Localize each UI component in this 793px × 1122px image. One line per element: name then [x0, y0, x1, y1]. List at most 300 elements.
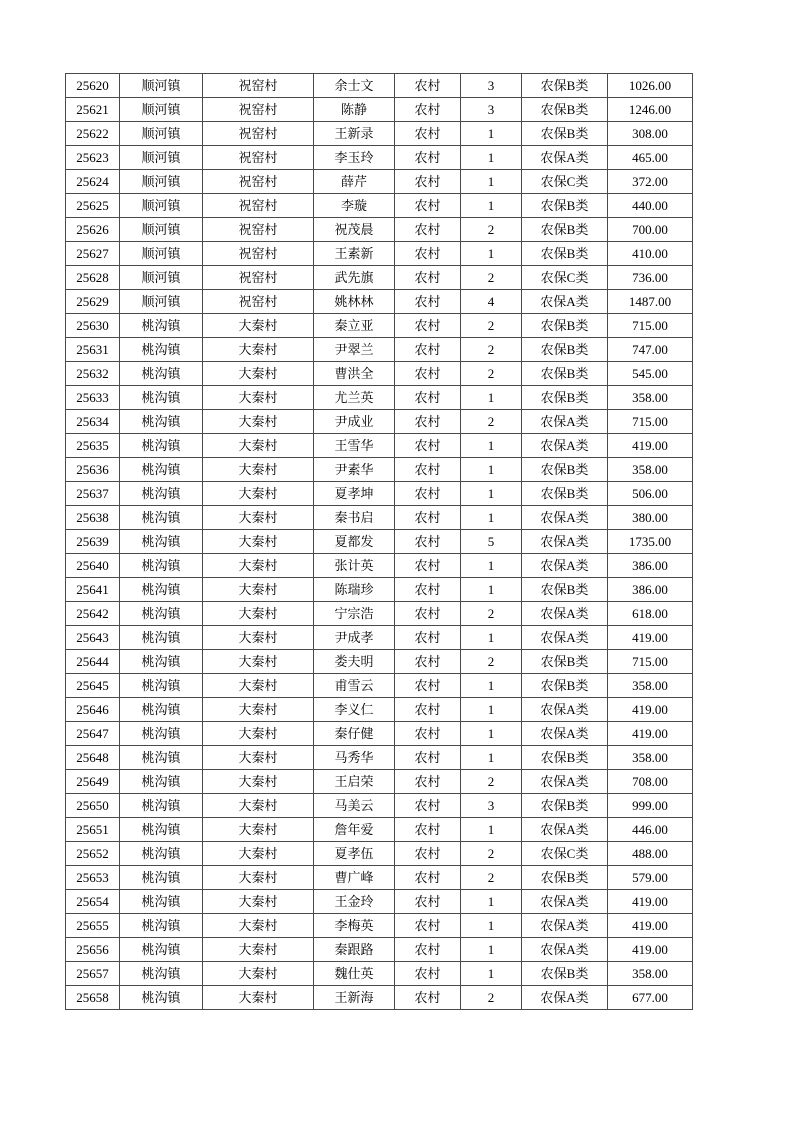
table-row — [66, 866, 693, 890]
table-cell: 1487.00 — [608, 290, 693, 314]
table-cell: 农保B类 — [522, 74, 608, 98]
table-cell: 余士文 — [314, 74, 395, 98]
table-cell: 王金玲 — [314, 890, 395, 914]
table-cell: 农保A类 — [522, 890, 608, 914]
table-cell: 大秦村 — [203, 866, 314, 890]
table-cell: 1 — [461, 146, 522, 170]
table-cell: 农保C类 — [522, 266, 608, 290]
table-cell: 736.00 — [608, 266, 693, 290]
table-cell: 顺河镇 — [120, 266, 203, 290]
table-row — [66, 386, 693, 410]
table-cell: 农保A类 — [522, 530, 608, 554]
table-cell: 桃沟镇 — [120, 890, 203, 914]
table-cell: 魏仕英 — [314, 962, 395, 986]
table-cell: 甫雪云 — [314, 674, 395, 698]
table-cell: 农村 — [395, 242, 461, 266]
table-cell: 李梅英 — [314, 914, 395, 938]
table-cell: 祝窑村 — [203, 170, 314, 194]
table-row — [66, 434, 693, 458]
table-row — [66, 122, 693, 146]
table-cell: 农保A类 — [522, 434, 608, 458]
table-cell: 农保B类 — [522, 794, 608, 818]
table-cell: 桃沟镇 — [120, 674, 203, 698]
table-cell: 顺河镇 — [120, 122, 203, 146]
table-cell: 农保B类 — [522, 578, 608, 602]
table-cell: 25647 — [66, 722, 120, 746]
table-cell: 大秦村 — [203, 746, 314, 770]
table-cell: 25631 — [66, 338, 120, 362]
table-cell: 358.00 — [608, 746, 693, 770]
table-cell: 武先旗 — [314, 266, 395, 290]
table-cell: 2 — [461, 770, 522, 794]
table-cell: 410.00 — [608, 242, 693, 266]
table-cell: 农村 — [395, 290, 461, 314]
table-cell: 25629 — [66, 290, 120, 314]
table-cell: 3 — [461, 98, 522, 122]
table-cell: 农村 — [395, 938, 461, 962]
table-cell: 祝窑村 — [203, 194, 314, 218]
table-cell: 桃沟镇 — [120, 698, 203, 722]
table-cell: 祝窑村 — [203, 290, 314, 314]
table-cell: 农保A类 — [522, 506, 608, 530]
table-cell: 尤兰英 — [314, 386, 395, 410]
table-cell: 农保B类 — [522, 386, 608, 410]
table-cell: 大秦村 — [203, 890, 314, 914]
table-cell: 陈瑞珍 — [314, 578, 395, 602]
table-cell: 1 — [461, 554, 522, 578]
table-cell: 秦立亚 — [314, 314, 395, 338]
table-cell: 618.00 — [608, 602, 693, 626]
table-row — [66, 698, 693, 722]
table-cell: 尹素华 — [314, 458, 395, 482]
table-cell: 大秦村 — [203, 482, 314, 506]
table-cell: 506.00 — [608, 482, 693, 506]
table-cell: 农村 — [395, 122, 461, 146]
table-cell: 祝窑村 — [203, 74, 314, 98]
table-cell: 25646 — [66, 698, 120, 722]
table-cell: 25640 — [66, 554, 120, 578]
table-cell: 农保B类 — [522, 650, 608, 674]
table-cell: 农村 — [395, 458, 461, 482]
table-cell: 祝窑村 — [203, 122, 314, 146]
table-cell: 李义仁 — [314, 698, 395, 722]
table-cell: 25652 — [66, 842, 120, 866]
table-cell: 419.00 — [608, 914, 693, 938]
table-cell: 农村 — [395, 362, 461, 386]
table-cell: 夏孝坤 — [314, 482, 395, 506]
table-cell: 王素新 — [314, 242, 395, 266]
table-cell: 25657 — [66, 962, 120, 986]
table-cell: 祝窑村 — [203, 98, 314, 122]
table-row — [66, 74, 693, 98]
table-cell: 秦书启 — [314, 506, 395, 530]
table-cell: 大秦村 — [203, 794, 314, 818]
table-cell: 农村 — [395, 170, 461, 194]
table-cell: 大秦村 — [203, 578, 314, 602]
table-cell: 大秦村 — [203, 986, 314, 1010]
table-cell: 358.00 — [608, 674, 693, 698]
table-cell: 715.00 — [608, 410, 693, 434]
table-cell: 尹翠兰 — [314, 338, 395, 362]
table-cell: 桃沟镇 — [120, 650, 203, 674]
table-row — [66, 722, 693, 746]
table-cell: 农村 — [395, 482, 461, 506]
table-cell: 农保B类 — [522, 362, 608, 386]
table-cell: 25632 — [66, 362, 120, 386]
table-cell: 农村 — [395, 74, 461, 98]
table-cell: 农保A类 — [522, 722, 608, 746]
table-cell: 祝窑村 — [203, 218, 314, 242]
table-cell: 25645 — [66, 674, 120, 698]
table-cell: 桃沟镇 — [120, 602, 203, 626]
table-cell: 大秦村 — [203, 602, 314, 626]
table-row — [66, 482, 693, 506]
table-cell: 308.00 — [608, 122, 693, 146]
table-cell: 农保A类 — [522, 914, 608, 938]
table-cell: 桃沟镇 — [120, 554, 203, 578]
table-cell: 秦跟路 — [314, 938, 395, 962]
table-cell: 夏都发 — [314, 530, 395, 554]
table-cell: 顺河镇 — [120, 74, 203, 98]
table-row — [66, 194, 693, 218]
table-cell: 1 — [461, 818, 522, 842]
table-cell: 农保B类 — [522, 674, 608, 698]
table-body — [66, 74, 693, 1010]
table-cell: 700.00 — [608, 218, 693, 242]
table-cell: 桃沟镇 — [120, 842, 203, 866]
table-cell: 2 — [461, 650, 522, 674]
table-cell: 桃沟镇 — [120, 338, 203, 362]
table-cell: 农村 — [395, 626, 461, 650]
table-cell: 380.00 — [608, 506, 693, 530]
table-row — [66, 410, 693, 434]
table-cell: 677.00 — [608, 986, 693, 1010]
table-cell: 农村 — [395, 722, 461, 746]
table-cell: 农村 — [395, 578, 461, 602]
table-cell: 747.00 — [608, 338, 693, 362]
table-cell: 桃沟镇 — [120, 578, 203, 602]
table-cell: 农保C类 — [522, 842, 608, 866]
table-cell: 农村 — [395, 890, 461, 914]
table-cell: 农保B类 — [522, 866, 608, 890]
table-cell: 25626 — [66, 218, 120, 242]
table-cell: 农村 — [395, 266, 461, 290]
table-cell: 农保A类 — [522, 554, 608, 578]
table-cell: 农村 — [395, 554, 461, 578]
table-cell: 1 — [461, 722, 522, 746]
table-cell: 桃沟镇 — [120, 866, 203, 890]
table-cell: 2 — [461, 314, 522, 338]
table-row — [66, 266, 693, 290]
table-cell: 王启荣 — [314, 770, 395, 794]
table-cell: 1026.00 — [608, 74, 693, 98]
table-cell: 顺河镇 — [120, 290, 203, 314]
table-cell: 386.00 — [608, 578, 693, 602]
table-cell: 3 — [461, 794, 522, 818]
table-cell: 2 — [461, 602, 522, 626]
table-cell: 李璇 — [314, 194, 395, 218]
table-cell: 25655 — [66, 914, 120, 938]
table-cell: 张计英 — [314, 554, 395, 578]
table-cell: 祝茂晨 — [314, 218, 395, 242]
table-cell: 25638 — [66, 506, 120, 530]
table-cell: 桃沟镇 — [120, 986, 203, 1010]
table-cell: 王新录 — [314, 122, 395, 146]
table-cell: 545.00 — [608, 362, 693, 386]
table-cell: 1 — [461, 746, 522, 770]
table-cell: 农村 — [395, 842, 461, 866]
table-cell: 4 — [461, 290, 522, 314]
table-cell: 大秦村 — [203, 770, 314, 794]
table-cell: 2 — [461, 866, 522, 890]
table-cell: 25641 — [66, 578, 120, 602]
table-row — [66, 650, 693, 674]
table-cell: 尹成业 — [314, 410, 395, 434]
table-cell: 农保B类 — [522, 962, 608, 986]
table-cell: 农保B类 — [522, 458, 608, 482]
table-cell: 715.00 — [608, 314, 693, 338]
table-cell: 2 — [461, 842, 522, 866]
table-cell: 农保A类 — [522, 146, 608, 170]
table-cell: 419.00 — [608, 938, 693, 962]
table-cell: 大秦村 — [203, 434, 314, 458]
table-cell: 农保A类 — [522, 770, 608, 794]
table-cell: 大秦村 — [203, 674, 314, 698]
table-cell: 1 — [461, 890, 522, 914]
table-cell: 1 — [461, 674, 522, 698]
table-cell: 桃沟镇 — [120, 458, 203, 482]
table-cell: 夏孝伍 — [314, 842, 395, 866]
table-cell: 农保B类 — [522, 746, 608, 770]
table-cell: 农村 — [395, 194, 461, 218]
table-cell: 25623 — [66, 146, 120, 170]
table-cell: 2 — [461, 338, 522, 362]
table-cell: 农村 — [395, 218, 461, 242]
benefit-table — [65, 73, 693, 1010]
table-cell: 曹广峰 — [314, 866, 395, 890]
table-row — [66, 914, 693, 938]
table-cell: 农村 — [395, 314, 461, 338]
table-cell: 顺河镇 — [120, 194, 203, 218]
table-cell: 579.00 — [608, 866, 693, 890]
table-cell: 祝窑村 — [203, 266, 314, 290]
table-cell: 农村 — [395, 602, 461, 626]
table-cell: 999.00 — [608, 794, 693, 818]
table-row — [66, 314, 693, 338]
table-cell: 1 — [461, 242, 522, 266]
table-row — [66, 842, 693, 866]
table-cell: 25649 — [66, 770, 120, 794]
table-cell: 桃沟镇 — [120, 482, 203, 506]
table-cell: 桃沟镇 — [120, 818, 203, 842]
table-cell: 桃沟镇 — [120, 530, 203, 554]
table-cell: 大秦村 — [203, 386, 314, 410]
table-cell: 农村 — [395, 962, 461, 986]
table-cell: 465.00 — [608, 146, 693, 170]
table-cell: 25621 — [66, 98, 120, 122]
table-cell: 2 — [461, 266, 522, 290]
table-cell: 农保A类 — [522, 938, 608, 962]
table-cell: 桃沟镇 — [120, 314, 203, 338]
table-cell: 农村 — [395, 818, 461, 842]
table-cell: 25636 — [66, 458, 120, 482]
table-cell: 大秦村 — [203, 650, 314, 674]
table-cell: 372.00 — [608, 170, 693, 194]
table-cell: 25637 — [66, 482, 120, 506]
table-cell: 1 — [461, 434, 522, 458]
table-cell: 25628 — [66, 266, 120, 290]
table-cell: 农村 — [395, 986, 461, 1010]
table-cell: 419.00 — [608, 890, 693, 914]
table-cell: 25630 — [66, 314, 120, 338]
table-cell: 419.00 — [608, 698, 693, 722]
table-cell: 25644 — [66, 650, 120, 674]
table-cell: 农村 — [395, 434, 461, 458]
table-cell: 25651 — [66, 818, 120, 842]
table-cell: 宁宗浩 — [314, 602, 395, 626]
table-cell: 大秦村 — [203, 842, 314, 866]
table-cell: 薛芹 — [314, 170, 395, 194]
table-cell: 5 — [461, 530, 522, 554]
table-cell: 农保A类 — [522, 602, 608, 626]
table-cell: 2 — [461, 410, 522, 434]
table-cell: 顺河镇 — [120, 242, 203, 266]
table-cell: 尹成孝 — [314, 626, 395, 650]
table-cell: 农村 — [395, 770, 461, 794]
table-cell: 马美云 — [314, 794, 395, 818]
table-cell: 李玉玲 — [314, 146, 395, 170]
table-row — [66, 290, 693, 314]
table-cell: 陈静 — [314, 98, 395, 122]
table-cell: 1735.00 — [608, 530, 693, 554]
table-cell: 大秦村 — [203, 698, 314, 722]
table-row — [66, 938, 693, 962]
table-row — [66, 602, 693, 626]
table-cell: 大秦村 — [203, 338, 314, 362]
table-cell: 358.00 — [608, 962, 693, 986]
table-row — [66, 218, 693, 242]
table-cell: 农保A类 — [522, 818, 608, 842]
table-row — [66, 794, 693, 818]
table-cell: 1 — [461, 578, 522, 602]
table-row — [66, 146, 693, 170]
table-cell: 1 — [461, 194, 522, 218]
table-cell: 桃沟镇 — [120, 962, 203, 986]
table-cell: 曹洪全 — [314, 362, 395, 386]
table-cell: 顺河镇 — [120, 98, 203, 122]
table-cell: 大秦村 — [203, 554, 314, 578]
table-row — [66, 362, 693, 386]
table-cell: 2 — [461, 986, 522, 1010]
table-cell: 1 — [461, 506, 522, 530]
table-cell: 1246.00 — [608, 98, 693, 122]
table-cell: 詹年爱 — [314, 818, 395, 842]
table-cell: 3 — [461, 74, 522, 98]
table-cell: 419.00 — [608, 626, 693, 650]
table-cell: 农保B类 — [522, 194, 608, 218]
table-cell: 顺河镇 — [120, 146, 203, 170]
table-row — [66, 170, 693, 194]
table-cell: 大秦村 — [203, 818, 314, 842]
table-cell: 农村 — [395, 746, 461, 770]
table-cell: 大秦村 — [203, 506, 314, 530]
table-cell: 大秦村 — [203, 410, 314, 434]
table-cell: 25620 — [66, 74, 120, 98]
table-row — [66, 986, 693, 1010]
table-cell: 1 — [461, 170, 522, 194]
table-row — [66, 746, 693, 770]
table-cell: 农保C类 — [522, 170, 608, 194]
table-cell: 1 — [461, 626, 522, 650]
table-cell: 1 — [461, 938, 522, 962]
table-cell: 25625 — [66, 194, 120, 218]
table-row — [66, 530, 693, 554]
table-cell: 农保A类 — [522, 698, 608, 722]
table-cell: 农村 — [395, 794, 461, 818]
table-cell: 386.00 — [608, 554, 693, 578]
table-cell: 25634 — [66, 410, 120, 434]
table-cell: 1 — [461, 386, 522, 410]
table-cell: 25624 — [66, 170, 120, 194]
table-cell: 农村 — [395, 914, 461, 938]
table-cell: 25622 — [66, 122, 120, 146]
table-cell: 25627 — [66, 242, 120, 266]
table-cell: 农保B类 — [522, 122, 608, 146]
table-cell: 大秦村 — [203, 362, 314, 386]
table-cell: 大秦村 — [203, 626, 314, 650]
table-cell: 25635 — [66, 434, 120, 458]
table-cell: 桃沟镇 — [120, 626, 203, 650]
table-row — [66, 458, 693, 482]
table-cell: 大秦村 — [203, 530, 314, 554]
table-cell: 708.00 — [608, 770, 693, 794]
table-row — [66, 770, 693, 794]
table-cell: 王雪华 — [314, 434, 395, 458]
table-cell: 2 — [461, 362, 522, 386]
table-cell: 358.00 — [608, 386, 693, 410]
table-cell: 25658 — [66, 986, 120, 1010]
table-cell: 419.00 — [608, 722, 693, 746]
table-row — [66, 962, 693, 986]
table-cell: 桃沟镇 — [120, 506, 203, 530]
table-cell: 25642 — [66, 602, 120, 626]
table-cell: 桃沟镇 — [120, 938, 203, 962]
table-cell: 桃沟镇 — [120, 794, 203, 818]
table-cell: 农保A类 — [522, 986, 608, 1010]
table-cell: 马秀华 — [314, 746, 395, 770]
table-cell: 25650 — [66, 794, 120, 818]
table-cell: 顺河镇 — [120, 218, 203, 242]
table-cell: 1 — [461, 698, 522, 722]
table-cell: 农保B类 — [522, 338, 608, 362]
table-cell: 秦仔健 — [314, 722, 395, 746]
table-cell: 大秦村 — [203, 314, 314, 338]
table-row — [66, 578, 693, 602]
table-cell: 桃沟镇 — [120, 722, 203, 746]
table-cell: 大秦村 — [203, 938, 314, 962]
table-cell: 农保B类 — [522, 482, 608, 506]
table-cell: 大秦村 — [203, 962, 314, 986]
table-cell: 王新海 — [314, 986, 395, 1010]
table-row — [66, 890, 693, 914]
table-cell: 25633 — [66, 386, 120, 410]
table-row — [66, 506, 693, 530]
table-cell: 农村 — [395, 506, 461, 530]
table-cell: 桃沟镇 — [120, 770, 203, 794]
table-cell: 祝窑村 — [203, 146, 314, 170]
table-cell: 姚林林 — [314, 290, 395, 314]
table-cell: 大秦村 — [203, 722, 314, 746]
